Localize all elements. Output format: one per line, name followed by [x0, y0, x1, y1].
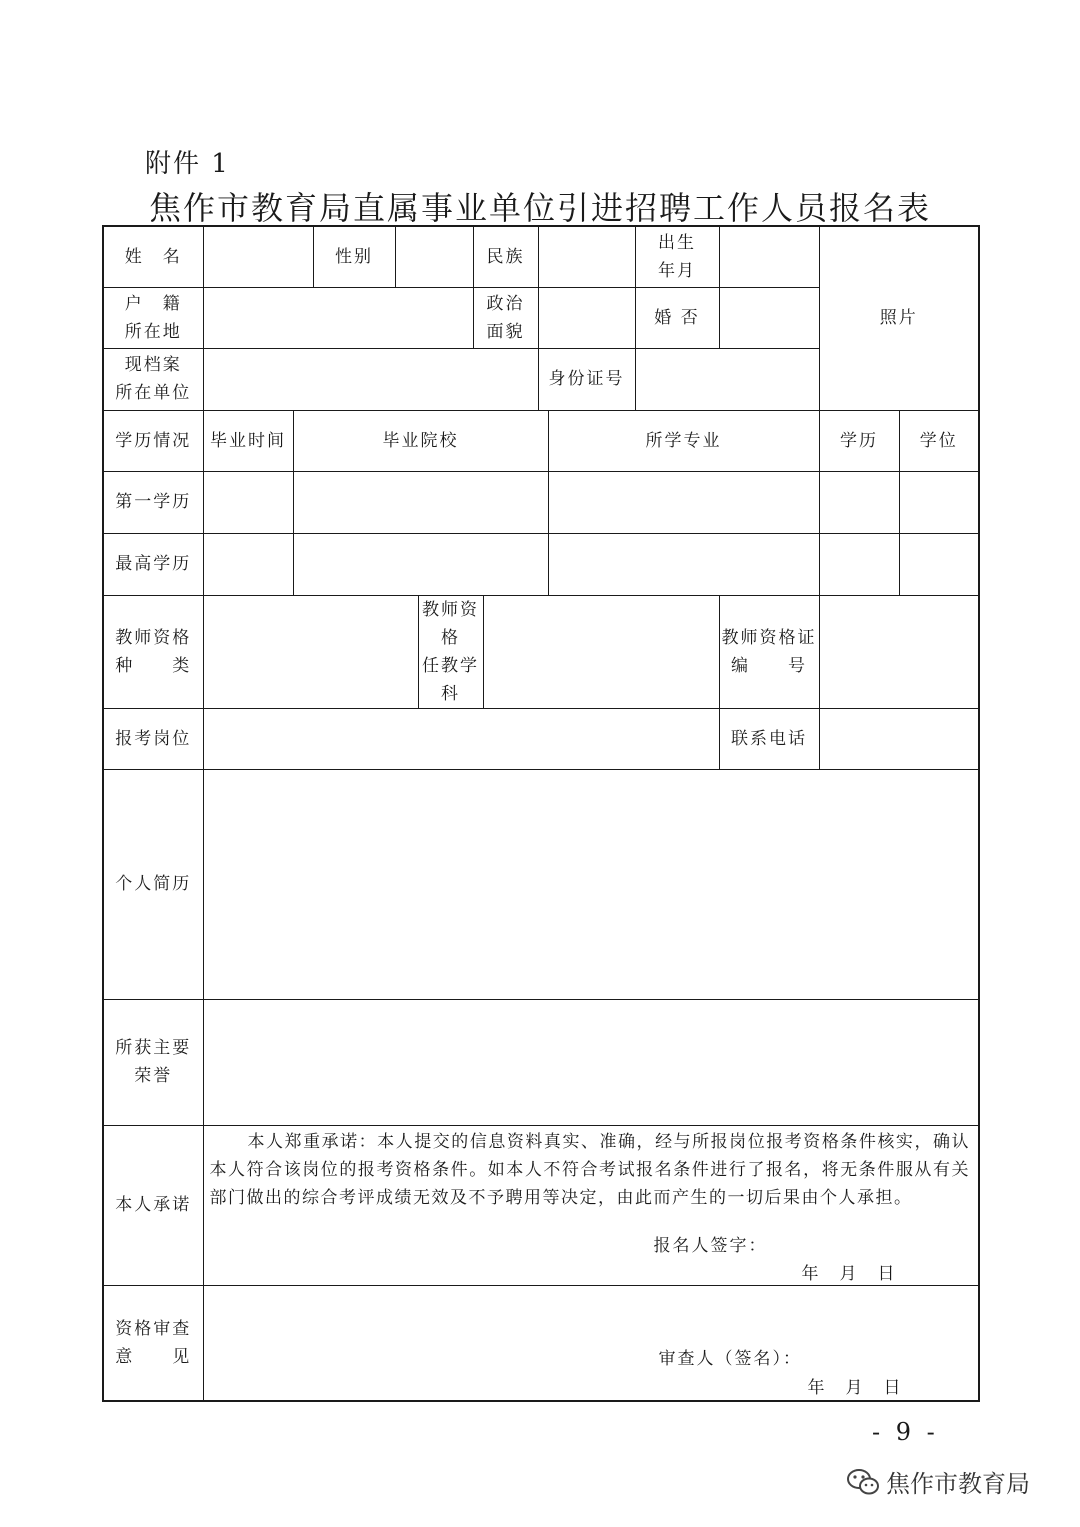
ethnicity-label: 民族 [473, 226, 538, 287]
marital-label: 婚 否 [635, 287, 719, 348]
gender-input[interactable] [395, 226, 473, 287]
wechat-icon [846, 1468, 880, 1496]
page-title: 焦作市教育局直属事业单位引进招聘工作人员报名表 [148, 189, 931, 227]
id-number-input[interactable] [635, 348, 819, 410]
teacher-cert-no-input[interactable] [819, 595, 979, 708]
gender-label: 性别 [313, 226, 395, 287]
teacher-cert-type-label: 教师资格 种 类 [103, 595, 203, 708]
review-label: 资格审查 意 见 [103, 1285, 203, 1401]
promise-text: 本人郑重承诺：本人提交的信息资料真实、准确，经与所报岗位报考资格条件核实，确认本人符合该岗位的报考资格条件。如本人不符合考试报名条件进行了报名，将无条件服从有关部门做出的综合考评成绩无效及不予聘用等决定，由此而产生的一切后果由个人承担。 [209, 1131, 970, 1208]
watermark [846, 1464, 1030, 1499]
promise-section [203, 1125, 979, 1285]
household-label: 户 籍 所在地 [103, 287, 203, 348]
page-number: - 9 - [872, 1418, 939, 1446]
highest-edu-degree-input[interactable] [899, 533, 979, 595]
honors-input[interactable] [203, 999, 979, 1125]
first-edu-school-input[interactable] [293, 471, 548, 533]
degree-label: 学位 [899, 410, 979, 471]
signature-label: 报名人签字： [653, 1235, 768, 1256]
ethnicity-input[interactable] [538, 226, 635, 287]
highest-edu-label: 最高学历 [103, 533, 203, 595]
teacher-cert-type-input[interactable] [203, 595, 418, 708]
photo-label: 照片 [879, 308, 918, 329]
position-input[interactable] [203, 708, 719, 769]
phone-input[interactable] [819, 708, 979, 769]
political-label: 政治 面貌 [473, 287, 538, 348]
household-input[interactable] [203, 287, 473, 348]
political-input[interactable] [538, 287, 635, 348]
position-label: 报考岗位 [103, 708, 203, 769]
review-date: 年 月 日 [807, 1377, 903, 1398]
reviewer-label: 审查人（签名）： [658, 1348, 802, 1369]
major-label: 所学专业 [548, 410, 819, 471]
highest-edu-school-input[interactable] [293, 533, 548, 595]
education-label: 学历情况 [103, 410, 203, 471]
resume-input[interactable] [203, 769, 979, 999]
teacher-subject-input[interactable] [483, 595, 719, 708]
registration-form [102, 225, 980, 1402]
signature-date: 年 月 日 [801, 1263, 897, 1284]
name-input[interactable] [203, 226, 313, 287]
grad-time-label: 毕业时间 [203, 410, 293, 471]
id-number-label: 身份证号 [538, 348, 635, 410]
highest-edu-major-input[interactable] [548, 533, 819, 595]
school-label: 毕业院校 [293, 410, 548, 471]
review-section[interactable] [203, 1285, 979, 1401]
resume-label: 个人简历 [103, 769, 203, 999]
photo-box[interactable] [819, 226, 979, 410]
first-edu-label: 第一学历 [103, 471, 203, 533]
first-edu-time-input[interactable] [203, 471, 293, 533]
phone-label: 联系电话 [719, 708, 819, 769]
honors-label: 所获主要 荣誉 [103, 999, 203, 1125]
first-edu-degree-input[interactable] [899, 471, 979, 533]
first-edu-level-input[interactable] [819, 471, 899, 533]
promise-label: 本人承诺 [103, 1125, 203, 1285]
degree-level-label: 学历 [819, 410, 899, 471]
teacher-subject-label: 教师资格 任教学科 [418, 595, 483, 708]
marital-input[interactable] [719, 287, 819, 348]
birth-label: 出生 年月 [635, 226, 719, 287]
watermark-text: 焦作市教育局 [886, 1470, 1030, 1498]
name-label: 姓 名 [103, 226, 203, 287]
birth-input[interactable] [719, 226, 819, 287]
highest-edu-level-input[interactable] [819, 533, 899, 595]
archive-unit-label: 现档案 所在单位 [103, 348, 203, 410]
first-edu-major-input[interactable] [548, 471, 819, 533]
attachment-label: 附件 1 [145, 149, 230, 179]
highest-edu-time-input[interactable] [203, 533, 293, 595]
teacher-cert-no-label: 教师资格证 编 号 [719, 595, 819, 708]
archive-unit-input[interactable] [203, 348, 538, 410]
